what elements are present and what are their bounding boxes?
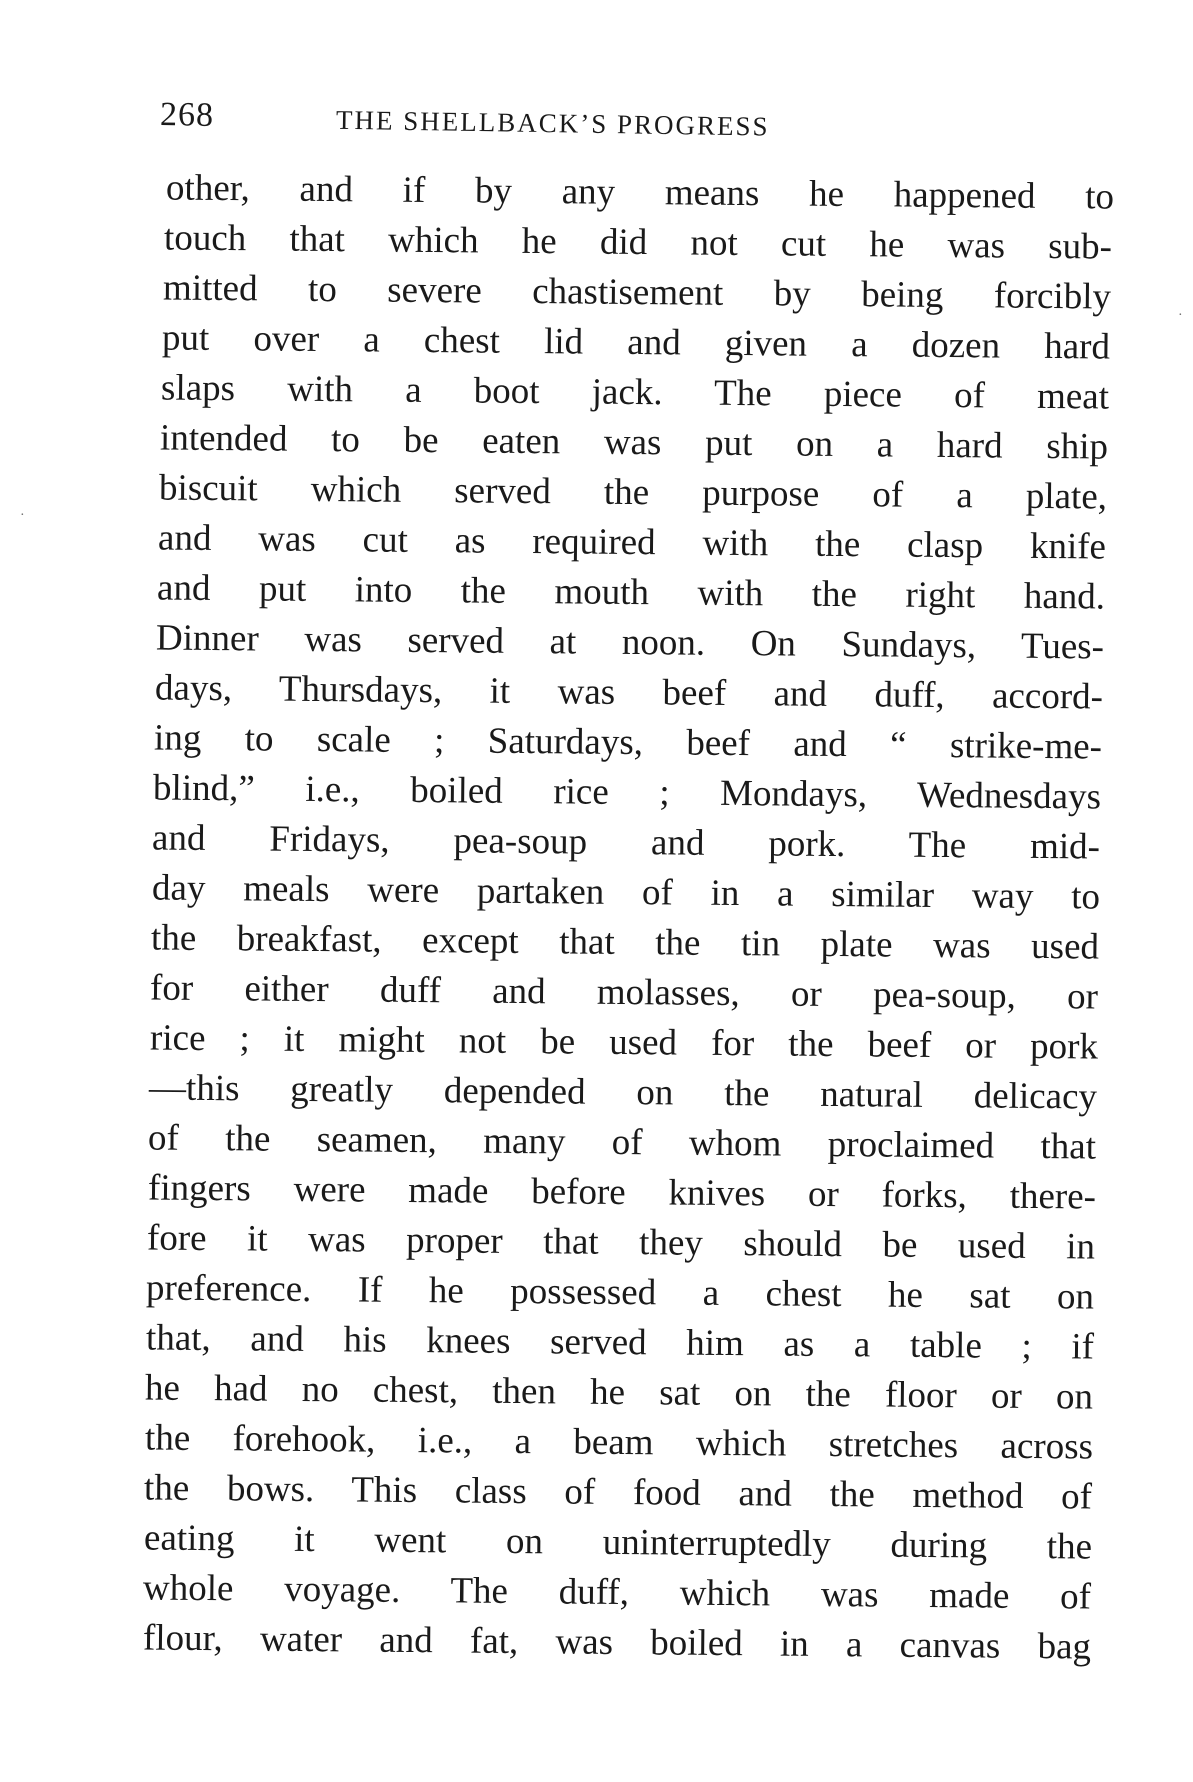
text-line: ing to scale ; Saturdays, beef and “ strike-me- [153, 717, 1103, 768]
text-line: preference. If he possessed a chest he sat on [145, 1267, 1095, 1318]
text-line: of the seamen, many of whom proclaimed that [147, 1117, 1097, 1168]
text-line: mitted to severe chastisement by being forcibly [162, 267, 1112, 318]
text-line: other, and if by any means he happened to [165, 167, 1115, 218]
text-line: fore it was proper that they should be used in [146, 1217, 1096, 1268]
text-line: and Fridays, pea-soup and pork. The mid- [151, 817, 1101, 868]
running-head [160, 96, 1021, 158]
page-number: 268 [159, 96, 215, 134]
text-line: whole voyage. The duff, which was made of [142, 1567, 1092, 1618]
text-line: flour, water and fat, was boiled in a canvas bag [142, 1617, 1092, 1668]
text-line: touch that which he did not cut he was sub- [163, 217, 1113, 268]
text-line: day meals were partaken of in a similar way to [151, 867, 1101, 918]
text-line: the bows. This class of food and the method of [143, 1467, 1093, 1518]
text-line: fingers were made before knives or forks, there- [147, 1167, 1097, 1218]
text-line: put over a chest lid and given a dozen hard [161, 317, 1111, 368]
text-line: Dinner was served at noon. On Sundays, Tues- [155, 617, 1105, 668]
text-line: he had no chest, then he sat on the floor or on [144, 1367, 1094, 1418]
text-line: rice ; it might not be used for the beef or pork [149, 1017, 1099, 1068]
text-line: for either duff and molasses, or pea-soup, or [149, 967, 1099, 1018]
text-line: the breakfast, except that the tin plate was used [150, 917, 1100, 968]
text-line: that, and his knees served him as a table ; if [145, 1317, 1095, 1368]
book-title: THE SHELLBACK’S PROGRESS [335, 104, 770, 142]
text-line: —this greatly depended on the natural delicacy [148, 1067, 1098, 1118]
text-line: biscuit which served the purpose of a plate, [158, 467, 1108, 518]
text-line: the forehook, i.e., a beam which stretches across [144, 1417, 1094, 1468]
body-text [142, 167, 1116, 1668]
margin-speck: · [1178, 308, 1183, 323]
text-line: and put into the mouth with the right hand. [156, 567, 1106, 618]
text-line: days, Thursdays, it was beef and duff, accord- [154, 667, 1104, 718]
text-line: blind,” i.e., boiled rice ; Mondays, Wednesdays [152, 767, 1102, 818]
text-line: eating it went on uninterruptedly during the [143, 1517, 1093, 1568]
text-line: intended to be eaten was put on a hard ship [159, 417, 1109, 468]
margin-speck: · [20, 508, 25, 523]
text-line: slaps with a boot jack. The piece of meat [160, 367, 1110, 418]
text-line: and was cut as required with the clasp knife [157, 517, 1107, 568]
